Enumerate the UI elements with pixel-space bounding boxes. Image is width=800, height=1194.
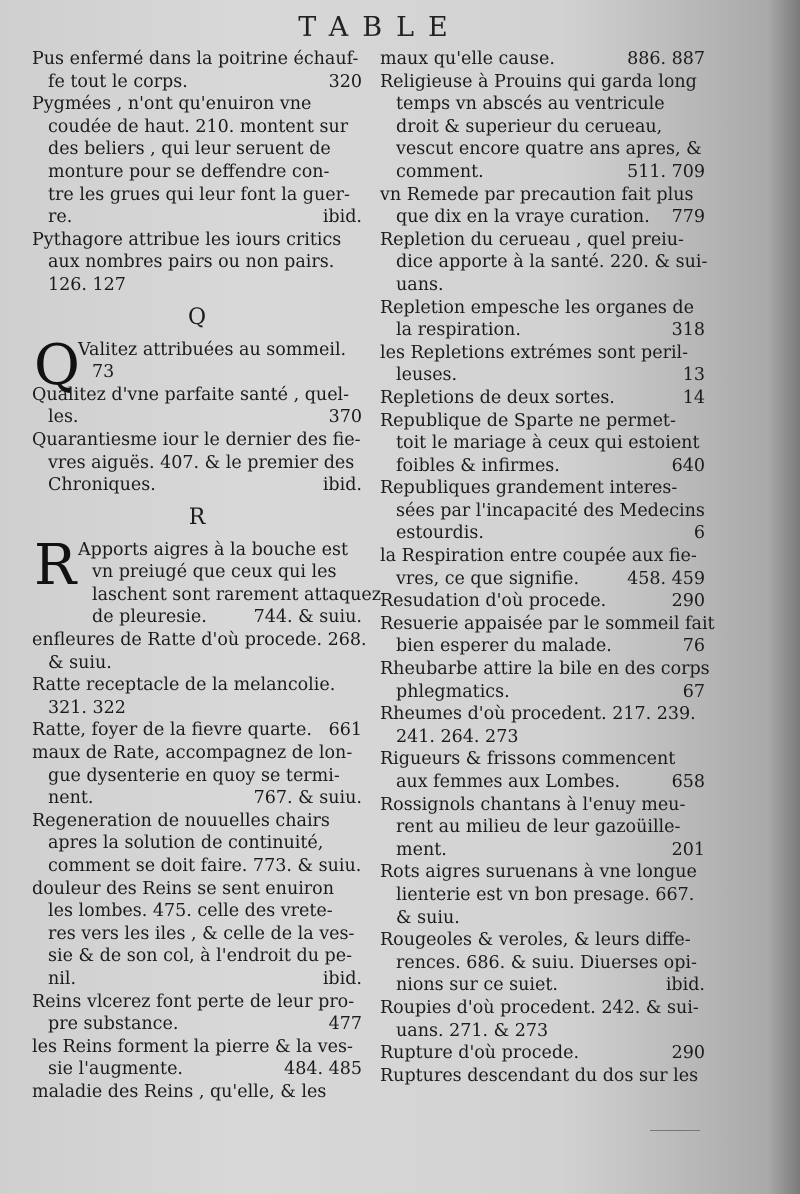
entry-text: vn Remede par precaution fait plus: [380, 184, 694, 205]
entry-line: [32, 878, 362, 901]
entry-line: [380, 477, 705, 500]
entry-line: [380, 161, 705, 184]
entry-line: [380, 816, 705, 839]
entry-line: [32, 429, 362, 452]
page-reference: 290: [671, 591, 705, 612]
entry-text: rences. 686. & suiu. Diuerses opi-: [396, 952, 697, 973]
entry-line: [380, 432, 705, 455]
entry-text: les Repletions extrémes sont peril-: [380, 342, 689, 363]
entry-text: foibles & infirmes.: [396, 455, 560, 476]
entry-line: [32, 652, 362, 675]
page-reference: 779: [671, 207, 705, 228]
entry-text: Resuerie appaisée par le sommeil fait: [380, 613, 715, 634]
page-reference: 370: [328, 407, 362, 428]
page-reference: 477: [328, 1014, 362, 1035]
entry-text: les Reins forment la pierre & la ves-: [32, 1036, 353, 1057]
entry-text: Ratte, foyer de la fievre quarte.: [32, 720, 312, 741]
drop-cap: Q: [34, 332, 80, 398]
entry-line: [380, 726, 705, 749]
entry-text: Pygmées , n'ont qu'enuiron vne: [32, 94, 312, 115]
page-reference: 767. & suiu.: [253, 788, 362, 809]
entry-text: Chroniques.: [48, 475, 156, 496]
entry-text: Rheumes d'où procedent. 217. 239.: [380, 704, 696, 725]
index-entry: [380, 342, 705, 387]
entry-text: laschent sont rarement attaquez: [92, 584, 382, 605]
entry-text: Rupture d'où procede.: [380, 1043, 580, 1064]
page-reference: ibid.: [322, 207, 362, 228]
entry-line: [32, 1058, 362, 1081]
entry-line: [32, 561, 362, 584]
entry-text: Ruptures descendant du dos sur les: [380, 1065, 699, 1086]
entry-text: enfleures de Ratte d'où procede. 268.: [32, 630, 367, 651]
entry-text: Quarantiesme iour le dernier des fie-: [32, 429, 361, 450]
entry-text: & suiu.: [48, 652, 112, 673]
entry-text: Rossignols chantans à l'enuy meu-: [380, 794, 686, 815]
entry-text: apres la solution de continuité,: [48, 833, 324, 854]
index-entry: [380, 48, 705, 71]
entry-line: [380, 229, 705, 252]
index-entry: [380, 71, 705, 184]
entry-line: [32, 452, 362, 475]
index-entry: [380, 410, 705, 478]
index-entry: [380, 590, 705, 613]
page-reference: 76: [682, 636, 705, 657]
entry-line: [380, 794, 705, 817]
entry-line: [32, 384, 362, 407]
entry-line: [32, 274, 362, 297]
index-entry: [380, 387, 705, 410]
entry-line: [32, 719, 362, 742]
entry-line: [380, 1020, 705, 1043]
entry-text: Roupies d'où procedent. 242. & sui-: [380, 997, 699, 1018]
index-entry: [380, 929, 705, 997]
page-reference: 744. & suiu.: [253, 607, 362, 628]
entry-text: Rigueurs & frissons commencent: [380, 749, 676, 770]
entry-text: 241. 264. 273: [396, 726, 519, 747]
entry-text: aux femmes aux Lombes.: [396, 772, 621, 792]
entry-line: [32, 697, 362, 720]
entry-text: 126. 127: [48, 274, 126, 295]
entry-text: Rots aigres suruenans à vne longue: [380, 862, 697, 883]
entry-line: [32, 539, 362, 562]
entry-text: leuses.: [396, 365, 458, 386]
footer-rule: [650, 1130, 700, 1131]
entry-text: sie l'augmente.: [48, 1059, 183, 1080]
entry-line: [380, 839, 705, 862]
entry-line: [32, 229, 362, 252]
entry-line: [380, 974, 705, 997]
index-entry: [32, 719, 362, 742]
entry-text: maux qu'elle cause.: [380, 49, 555, 69]
entry-line: [380, 929, 705, 952]
entry-line: [32, 161, 362, 184]
page-header: TABLE: [298, 12, 462, 43]
entry-line: [380, 861, 705, 884]
page-reference: ibid.: [322, 475, 362, 496]
entry-line: [32, 674, 362, 697]
entry-line: [380, 771, 705, 794]
entry-line: [32, 945, 362, 968]
entry-line: [32, 71, 362, 94]
entry-line: [380, 884, 705, 907]
entry-line: [380, 681, 705, 704]
index-entry: [32, 229, 362, 297]
entry-line: [32, 810, 362, 833]
page-reference: 290: [671, 1043, 705, 1064]
entry-line: [380, 206, 705, 229]
page-reference: ibid.: [322, 968, 362, 989]
index-entry: [380, 703, 705, 748]
entry-line: [32, 855, 362, 878]
index-entry: [32, 1081, 362, 1104]
entry-text: coudée de haut. 210. montent sur: [48, 116, 349, 137]
entry-text: nil.: [48, 968, 77, 989]
entry-text: vescut encore quatre ans apres, &: [396, 139, 702, 160]
entry-line: [380, 907, 705, 930]
entry-text: les lombes. 475. celle des vrete-: [48, 901, 333, 922]
entry-line: [380, 1065, 705, 1088]
entry-line: [380, 658, 710, 681]
entry-text: monture pour se deffendre con-: [48, 161, 330, 182]
entry-line: [32, 361, 362, 384]
index-entry: [32, 629, 367, 674]
entry-line: [32, 991, 362, 1014]
entry-line: [380, 635, 705, 658]
entry-line: [32, 93, 362, 116]
entry-line: [32, 251, 362, 274]
entry-line: [380, 590, 705, 613]
index-entry: [380, 794, 705, 862]
entry-line: [380, 410, 705, 433]
entry-text: Republique de Sparte ne permet-: [380, 410, 676, 431]
entry-text: bien esperer du malade.: [396, 636, 612, 657]
index-entry: [380, 297, 705, 342]
right-column: [380, 48, 715, 1087]
entry-text: temps vn abscés au ventricule: [396, 94, 665, 115]
page-reference: 640: [671, 455, 705, 476]
entry-text: Qualitez d'vne parfaite santé , quel-: [32, 384, 350, 405]
entry-text: Regeneration de nouuelles chairs: [32, 810, 330, 831]
entry-line: [380, 274, 705, 297]
index-entry: [380, 477, 705, 545]
entry-text: Repletion du cerueau , quel preiu-: [380, 229, 684, 250]
entry-line: [32, 184, 362, 207]
section-letter: Q: [187, 304, 207, 330]
entry-line: [380, 138, 705, 161]
index-entry: [32, 991, 362, 1036]
entry-line: [380, 500, 705, 523]
page-reference: ibid.: [665, 975, 705, 996]
index-entry: [380, 658, 710, 703]
entry-text: Rougeoles & veroles, & leurs diffe-: [380, 930, 691, 951]
entry-text: Reins vlcerez font perte de leur pro-: [32, 991, 355, 1012]
entry-text: uans.: [396, 274, 444, 295]
index-entry: [32, 93, 362, 229]
entry-text: Resudation d'où procede.: [380, 591, 607, 612]
entry-line: [380, 319, 705, 342]
entry-line: [380, 48, 705, 71]
entry-text: vn preiugé que ceux qui les: [92, 562, 337, 583]
index-entry: [380, 613, 715, 658]
left-column: [32, 48, 382, 1104]
index-entry: [32, 810, 362, 878]
entry-line: [32, 584, 382, 607]
page-reference: 661: [328, 720, 362, 741]
entry-text: comment.: [396, 161, 484, 182]
entry-text: Repletion empesche les organes de: [380, 297, 694, 318]
section-letter: R: [188, 504, 206, 530]
entry-text: sées par l'incapacité des Medecins: [396, 500, 705, 521]
entry-text: tre les grues qui leur font la guer-: [48, 184, 350, 205]
entry-line: [380, 748, 705, 771]
entry-text: des beliers , qui leur seruent de: [48, 139, 331, 160]
entry-text: Republiques grandement interes-: [380, 478, 678, 499]
page-reference: 658: [671, 772, 705, 792]
entry-text: Repletions de deux sortes.: [380, 387, 615, 408]
entry-text: re.: [48, 207, 73, 228]
page-reference: 13: [682, 365, 705, 386]
entry-line: [380, 1042, 705, 1065]
entry-line: [32, 832, 362, 855]
index-entry: [32, 742, 362, 810]
entry-line: [380, 342, 705, 365]
index-entry: [380, 1042, 705, 1065]
entry-line: [32, 900, 362, 923]
entry-line: [380, 364, 705, 387]
index-entry: [380, 997, 705, 1042]
entry-text: la respiration.: [396, 320, 521, 341]
index-entry: [380, 229, 708, 297]
entry-text: Pythagore attribue les iours critics: [32, 229, 342, 250]
entry-line: [32, 138, 362, 161]
entry-line: [380, 568, 705, 591]
entry-line: [380, 116, 705, 139]
page-reference: 201: [671, 839, 705, 860]
page-reference: 14: [682, 387, 705, 408]
page-reference: 67: [682, 681, 705, 702]
entry-text: & suiu.: [396, 907, 460, 928]
entry-text: Pus enfermé dans la poitrine échauf-: [32, 49, 359, 69]
index-entry: [32, 878, 362, 991]
entry-text: Ratte receptacle de la melancolie.: [32, 675, 336, 696]
index-entry: [380, 1065, 705, 1088]
entry-text: 321. 322: [48, 697, 126, 718]
entry-line: [380, 184, 705, 207]
entry-text: lienterie est vn bon presage. 667.: [396, 884, 695, 905]
entry-line: [32, 629, 367, 652]
entry-line: [32, 923, 362, 946]
entry-line: [380, 997, 705, 1020]
entry-text: res vers les iles , & celle de la ves-: [48, 923, 355, 944]
entry-line: [32, 787, 362, 810]
page-reference: 6: [693, 523, 705, 544]
entry-text: gue dysenterie en quoy se termi-: [48, 765, 340, 786]
entry-text: sie & de son col, à l'endroit du pe-: [48, 946, 353, 967]
index-entry: [32, 1036, 362, 1081]
entry-text: nions sur ce suiet.: [396, 975, 558, 996]
entry-text: la Respiration entre coupée aux fie-: [380, 546, 697, 567]
index-entry: [32, 674, 362, 719]
entry-line: [380, 71, 705, 94]
entry-line: [32, 406, 362, 429]
entry-line: [380, 455, 705, 478]
entry-line: [32, 474, 362, 497]
entry-line: [380, 952, 705, 975]
entry-line: [380, 545, 705, 568]
entry-text: Religieuse à Prouins qui garda long: [380, 71, 697, 92]
entry-text: fe tout le corps.: [48, 71, 188, 92]
entry-line: [32, 968, 362, 991]
index-entry: [32, 48, 362, 93]
entry-line: [32, 742, 362, 765]
entry-text: toit le mariage à ceux qui estoient: [396, 433, 700, 454]
index-entry: [380, 184, 705, 229]
entry-line: [32, 1036, 362, 1059]
entry-text: vres, ce que signifie.: [396, 568, 580, 589]
entry-text: droit & superieur du cerueau,: [396, 116, 663, 137]
entry-line: [32, 765, 362, 788]
entry-line: [380, 297, 705, 320]
page-reference: 484. 485: [284, 1059, 362, 1080]
entry-line: [380, 703, 705, 726]
page-reference: 511. 709: [627, 161, 705, 182]
entry-text: comment se doit faire. 773. & suiu.: [48, 856, 362, 876]
entry-text: maladie des Reins , qu'elle, & les: [32, 1081, 327, 1102]
entry-line: [32, 206, 362, 229]
entry-text: maux de Rate, accompagnez de lon-: [32, 743, 353, 764]
entry-text: phlegmatics.: [396, 681, 510, 702]
page-reference: 886. 887: [627, 49, 705, 69]
index-entry: [32, 384, 362, 429]
entry-line: [380, 387, 705, 410]
drop-cap: R: [34, 532, 77, 598]
entry-text: ment.: [396, 839, 447, 860]
entry-text: estourdis.: [396, 523, 484, 544]
entry-text: les.: [48, 407, 79, 428]
entry-text: que dix en la vraye curation.: [396, 207, 650, 228]
entry-line: [32, 1081, 362, 1104]
entry-text: pre substance.: [48, 1014, 179, 1035]
index-entry: [32, 532, 382, 629]
entry-line: [380, 522, 705, 545]
entry-line: [380, 613, 715, 636]
entry-text: rent au milieu de leur gazoüille-: [396, 817, 681, 838]
entry-text: douleur des Reins se sent enuiron: [32, 878, 334, 899]
entry-text: 73: [92, 362, 115, 383]
entry-line: [380, 93, 705, 116]
entry-text: dice apporte à la santé. 220. & sui-: [396, 252, 708, 273]
entry-line: [32, 116, 362, 139]
entry-text: de pleuresie.: [92, 607, 207, 628]
index-entry: [380, 545, 705, 590]
entry-text: Rheubarbe attire la bile en des corps: [380, 659, 710, 680]
entry-line: [32, 48, 362, 71]
page-reference: 318: [671, 320, 705, 341]
entry-text: nent.: [48, 788, 94, 809]
entry-text: vres aiguës. 407. & le premier des: [48, 452, 355, 473]
page-reference: 458. 459: [627, 568, 705, 589]
entry-text: Apports aigres à la bouche est: [78, 539, 348, 560]
entry-text: aux nombres pairs ou non pairs.: [48, 252, 335, 273]
entry-text: Valitez attribuées au sommeil.: [78, 339, 347, 360]
index-entry: [380, 748, 705, 793]
entry-line: [32, 606, 362, 629]
entry-text: uans. 271. & 273: [396, 1020, 549, 1041]
page-reference: 320: [328, 71, 362, 92]
index-entry: [32, 429, 362, 497]
entry-line: [380, 251, 708, 274]
index-entry: [380, 861, 705, 929]
entry-line: [32, 339, 362, 362]
entry-line: [32, 1013, 362, 1036]
